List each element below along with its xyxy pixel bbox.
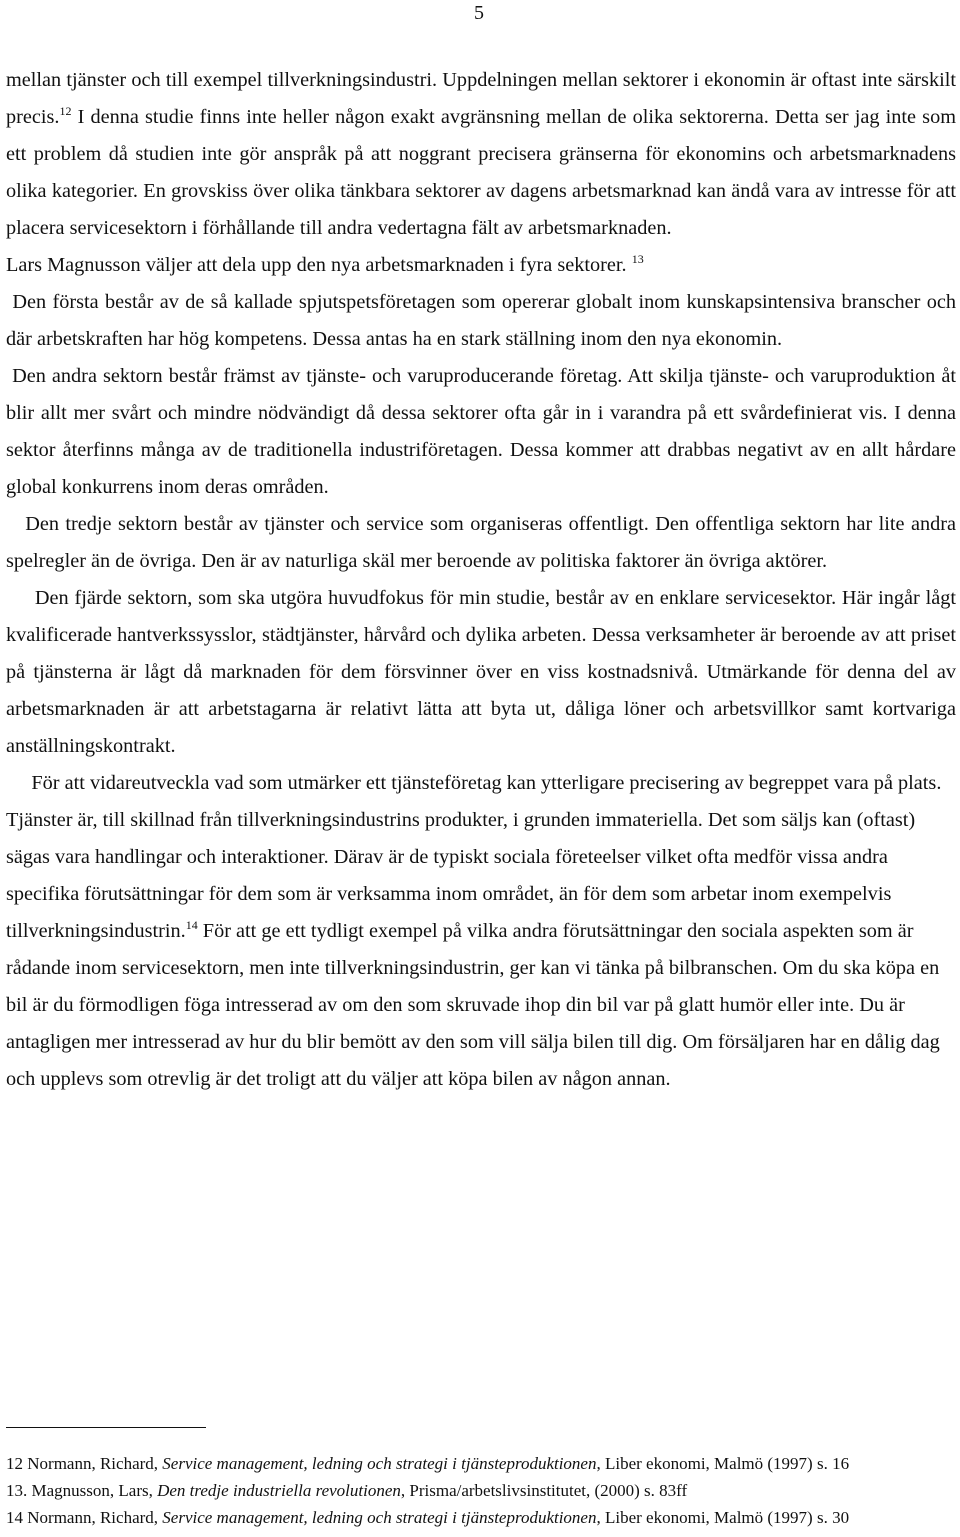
- footnote-ref-14: 14: [185, 918, 198, 932]
- paragraph-fourth-sector: [6, 580, 956, 765]
- paragraph-text: Den tredje sektorn består av tjänster och service som organiseras offentligt. Den offentliga sektorn har lite andra spelregler än de övriga. Den är av naturliga skäl mer beroende av politiska faktorer än övriga aktörer.: [6, 513, 956, 572]
- paragraph-magnusson: [6, 247, 956, 284]
- paragraph-first-sector: [6, 284, 956, 358]
- footnote-title: Service management, ledning och strategi i tjänsteproduktionen: [162, 1454, 597, 1473]
- paragraph-text: Den fjärde sektorn, som ska utgöra huvudfokus för min studie, består av en enklare servicesektor. Här ingår lågt kvalificerade hantverkssysslor, städtjänster, hårvård och dylika arbeten. Dessa verksamheter är beroende av att priset på tjänsterna är lågt då marknaden för dem försvinner över en viss kostnadsnivå. Utmärkande för denna del av arbetsmarknaden är att arbetstagarna är relativt lätta att byta ut, dåliga löner och arbetsvillkor samt kortvariga anställningskontrakt.: [6, 587, 956, 757]
- paragraph-text: För att vidareutveckla vad som utmärker ett tjänsteföretag kan ytterligare precisering av begreppet vara på plats. Tjänster är, till skillnad från tillverkningsindustrins produkter, i grunden immateriella. Det som säljs kan (oftast) sägas vara handlingar och interaktioner. Därav är de typiskt sociala företeelser vilket ofta medför vissa andra specifika förutsättningar för dem som är verksamma inom området, än för dem som arbetar inom exempelvis tillverkningsindustrin.: [6, 772, 942, 942]
- paragraph-text: Lars Magnusson väljer att dela upp den nya arbetsmarknaden i fyra sektorer.: [6, 254, 627, 276]
- footnote-title: Den tredje industriella revolutionen: [157, 1481, 401, 1500]
- page-number: 5: [474, 2, 484, 24]
- footnotes: [6, 1450, 956, 1531]
- paragraph-text: För att ge ett tydligt exempel på vilka andra förutsättningar den sociala aspekten som är rådande inom servicesektorn, men inte tillverkningsindustrin, ger kan vi tänka på bilbranschen. Om du ska köpa en bil är du förmodligen föga intresserad av om den som skruvade ihop din bil var på glatt humör eller inte. Du är antagligen mer intresserad av hur du blir bemött av den som vill sälja bilen till dig. Om försäljaren har en dålig dag och upplevs som otrevlig är det troligt att du väljer att köpa bilen av någon annan.: [6, 920, 940, 1090]
- footnote-ref-13: 13: [631, 252, 644, 266]
- paragraph-service-company: [6, 765, 956, 1098]
- paragraph-third-sector: [6, 506, 956, 580]
- footnote-13: 13. Magnusson, Lars, Den tredje industriella revolutionen, Prisma/arbetslivsinstitutet, (2000) s. 83ff: [6, 1481, 688, 1500]
- body-text: [6, 62, 956, 1098]
- footnote-ref-12: 12: [59, 104, 72, 118]
- paragraph-intro: [6, 62, 956, 247]
- paragraph-text: Den andra sektorn består främst av tjänste- och varuproducerande företag. Att skilja tjänste- och varuproduktion åt blir allt mer svårt och mindre nödvändigt då dessa sektorer ofta går in i varandra på ett svårdefinierat vis. I denna sektor återfinns många av de traditionella industriföretagen. Dessa kommer att drabbas negativt av en allt hårdare global konkurrens inom deras områden.: [6, 365, 957, 498]
- paragraph-text: I denna studie finns inte heller någon exakt avgränsning mellan de olika sektorerna. Detta ser jag inte som ett problem då studien inte gör anspråk på att noggrant precisera gränserna för ekonomins och arbetsmarknadens olika kategorier. En grovskiss över olika tänkbara sektorer av dagens arbetsmarknad kan ändå vara av intresse för att placera servicesektorn i förhållande till andra vedertagna fält av arbetsmarknaden.: [6, 106, 956, 239]
- footnote-title: Service management, ledning och strategi i tjänsteproduktionen: [162, 1508, 597, 1527]
- paragraph-text: mellan tjänster och till exempel tillverkningsindustri. Uppdelningen mellan sektorer i ekonomin är oftast inte särskilt precis.: [6, 69, 956, 128]
- footnote-14: 14 Normann, Richard, Service management, ledning och strategi i tjänsteproduktionen, Liber ekonomi, Malmö (1997) s. 30: [6, 1508, 850, 1527]
- footnote-12: 12 Normann, Richard, Service management, ledning och strategi i tjänsteproduktionen, Liber ekonomi, Malmö (1997) s. 16: [6, 1454, 850, 1473]
- footnote-divider: [6, 1427, 206, 1428]
- paragraph-second-sector: [6, 358, 956, 506]
- paragraph-text: Den första består av de så kallade spjutspetsföretagen som opererar globalt inom kunskapsintensiva branscher och där arbetskraften har hög kompetens. Dessa antas ha en stark ställning inom den nya ekonomin.: [6, 291, 956, 350]
